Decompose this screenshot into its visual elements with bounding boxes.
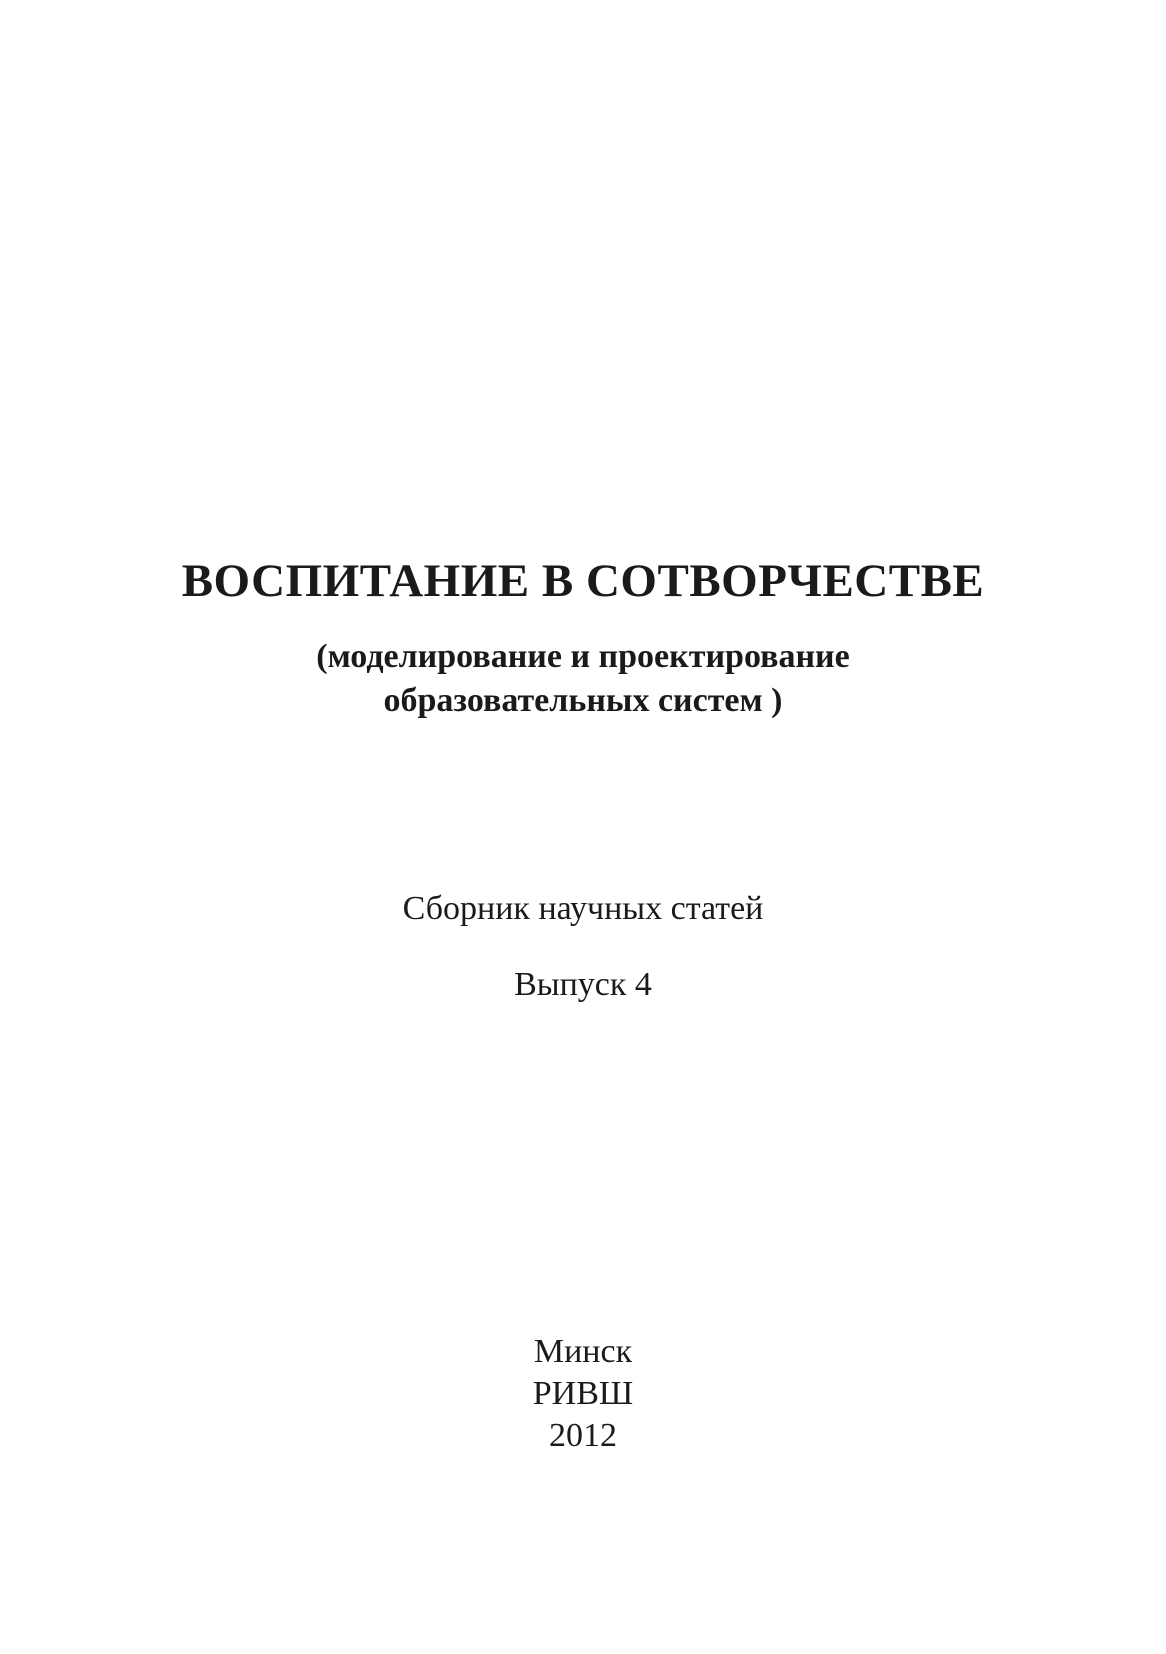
book-title: ВОСПИТАНИЕ В СОТВОРЧЕСТВЕ (181, 555, 985, 607)
imprint-year: 2012 (549, 1417, 617, 1454)
imprint (0, 1331, 1166, 1457)
book-subtitle (0, 635, 1166, 723)
issue-number: Выпуск 4 (514, 966, 652, 1003)
collection-type: Сборник научных статей (402, 890, 764, 927)
subtitle-line-1: (моделирование и проектирование (316, 638, 850, 675)
imprint-city: Минск (533, 1333, 633, 1370)
subtitle-line-2: образовательных систем ) (383, 682, 783, 719)
imprint-publisher: РИВШ (532, 1375, 634, 1412)
